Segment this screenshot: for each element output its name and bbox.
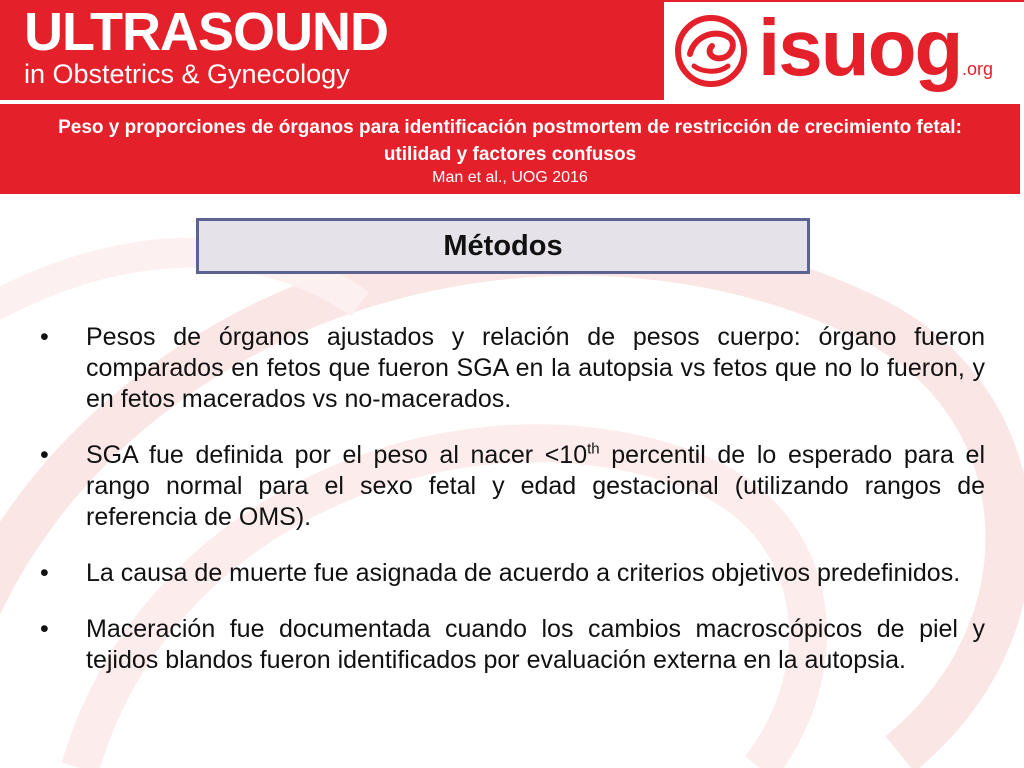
methods-list [40,322,985,701]
bullet-text-start: SGA fue definida por el peso al nacer <10 [86,441,588,469]
article-citation: Man et al., UOG 2016 [432,169,588,186]
bullet-marker: • [40,559,49,587]
bullet-marker: • [40,441,49,469]
title-banner [0,104,1020,194]
bullet-marker: • [40,615,49,643]
bullet-text-end: percentil de lo esperado para el rango normal para el sexo fetal y edad gestacional (utilizando rangos de referencia de OMS). [86,441,985,531]
list-item [40,558,985,589]
isuog-emblem-icon [672,12,750,90]
isuog-logo-word: isuog [758,3,962,92]
list-item [40,614,985,676]
bullet-superscript: th [587,440,600,458]
section-heading: Métodos [196,218,810,274]
bullet-text: La causa de muerte fue asignada de acuerdo a criterios objetivos predefinidos. [86,559,961,587]
list-item [40,322,985,415]
isuog-logo-org: .org [962,59,994,79]
article-title: Peso y proporciones de órganos para identificación postmortem de restricción de crecimiento fetal: utilidad y factores confusos [58,117,962,165]
journal-subtitle: in Obstetrics & Gynecology [24,59,350,89]
isuog-logo [664,2,1024,100]
bullet-text: Pesos de órganos ajustados y relación de pesos cuerpo: órgano fueron comparados en fetos que fueron SGA en la autopsia vs fetos que no lo fueron, y en fetos macerados vs no-macerados. [86,323,985,413]
bullet-marker: • [40,323,49,351]
list-item [40,440,985,533]
journal-title: ULTRASOUND [24,2,388,62]
bullet-text: Maceración fue documentada cuando los cambios macroscópicos de piel y tejidos blandos fueron identificados por evaluación externa en la autopsia. [86,615,985,674]
journal-header [0,0,1024,100]
